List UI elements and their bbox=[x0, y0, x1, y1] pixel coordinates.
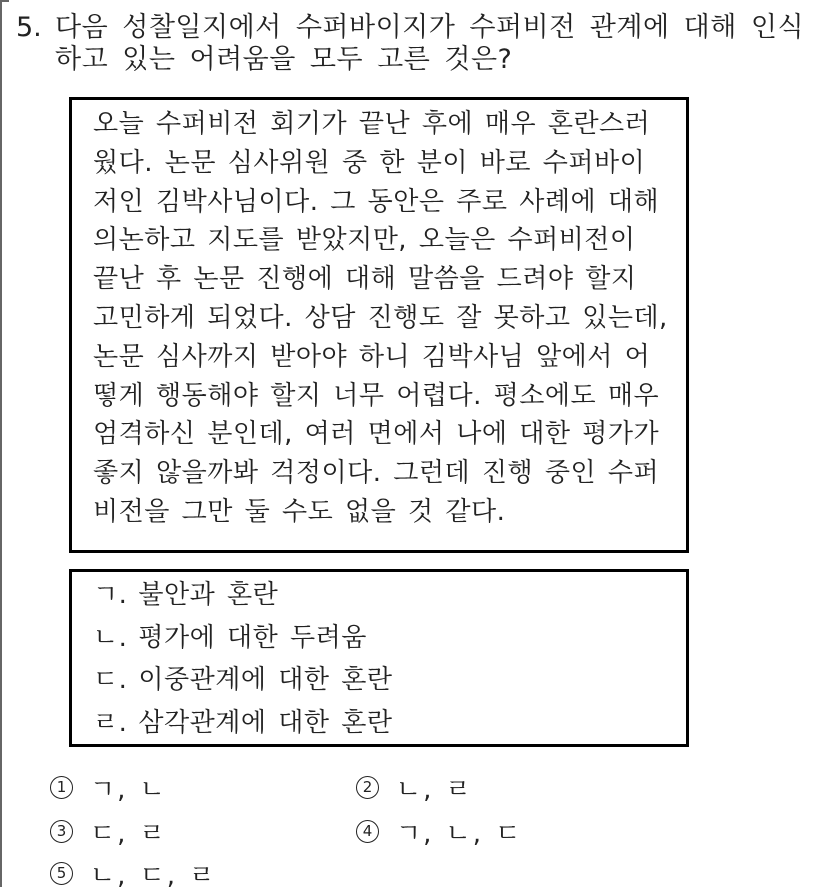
question-number: 5. bbox=[16, 12, 42, 43]
choice-label: ㄱ, ㄴ bbox=[90, 774, 167, 805]
journal-passage-box bbox=[69, 97, 689, 553]
journal-line: 웠다. 논문 심사위원 중 한 분이 바로 수퍼바이 bbox=[93, 147, 646, 178]
journal-line: 저인 김박사님이다. 그 동안은 주로 사례에 대해 bbox=[93, 186, 660, 217]
choice-label: ㄴ, ㄹ bbox=[396, 774, 473, 805]
journal-line: 끝난 후 논문 진행에 대해 말씀을 드려야 할지 bbox=[93, 264, 637, 295]
statement-marker: ㄴ. bbox=[93, 622, 128, 653]
journal-line: 논문 심사까지 받아야 하니 김박사님 앞에서 어 bbox=[93, 341, 651, 372]
choice-number-circle: 2 bbox=[356, 776, 379, 799]
statement-marker: ㄱ. bbox=[93, 580, 128, 610]
statement-marker: ㄹ. bbox=[93, 707, 128, 738]
left-border-line bbox=[0, 0, 2, 887]
choice-label: ㄷ, ㄹ bbox=[90, 818, 167, 849]
choice-label: ㄴ, ㄷ, ㄹ bbox=[90, 860, 217, 887]
statement-text: 평가에 대한 두려움 bbox=[138, 622, 367, 653]
journal-line: 떻게 행동해야 할지 너무 어렵다. 평소에도 매우 bbox=[93, 380, 660, 411]
journal-line: 고민하게 되었다. 상담 진행도 잘 못하고 있는데, bbox=[93, 302, 668, 333]
choice-number-circle: 1 bbox=[50, 776, 73, 799]
journal-line: 오늘 수퍼비전 회기가 끝난 후에 매우 혼란스러 bbox=[93, 109, 651, 139]
journal-line: 엄격하신 분인데, 여러 면에서 나에 대한 평가가 bbox=[93, 419, 660, 450]
journal-line: 비전을 그만 둘 수도 없을 것 같다. bbox=[93, 496, 506, 527]
top-border-tick bbox=[0, 0, 9, 2]
question-text-line-1: 다음 성찰일지에서 수퍼바이지가 수퍼비전 관계에 대해 인식 bbox=[55, 12, 805, 43]
statement-option-g bbox=[93, 574, 686, 617]
statement-text: 이중관계에 대한 혼란 bbox=[138, 665, 393, 695]
statement-options-box bbox=[69, 569, 689, 747]
answer-choice-3[interactable] bbox=[50, 816, 167, 849]
statement-option-n bbox=[93, 617, 686, 660]
answer-choice-5[interactable] bbox=[50, 858, 216, 887]
choice-number-circle: 3 bbox=[50, 820, 73, 843]
journal-line: 좋지 않을까봐 걱정이다. 그런데 진행 중인 수퍼 bbox=[93, 458, 660, 489]
answer-choice-4[interactable] bbox=[356, 816, 523, 849]
answer-choice-1[interactable] bbox=[50, 772, 167, 805]
question-text-line-2: 하고 있는 어려움을 모두 고른 것은? bbox=[55, 44, 513, 75]
statement-marker: ㄷ. bbox=[93, 665, 128, 695]
statement-option-d bbox=[93, 659, 686, 702]
statement-text: 불안과 혼란 bbox=[138, 580, 279, 610]
statement-option-r bbox=[93, 702, 686, 745]
choice-number-circle: 4 bbox=[356, 820, 379, 843]
choice-label: ㄱ, ㄴ, ㄷ bbox=[396, 818, 523, 849]
journal-line: 의논하고 지도를 받았지만, 오늘은 수퍼비전이 bbox=[93, 225, 636, 256]
answer-choice-2[interactable] bbox=[356, 772, 473, 805]
statement-text: 삼각관계에 대한 혼란 bbox=[138, 707, 393, 738]
choice-number-circle: 5 bbox=[50, 862, 73, 885]
